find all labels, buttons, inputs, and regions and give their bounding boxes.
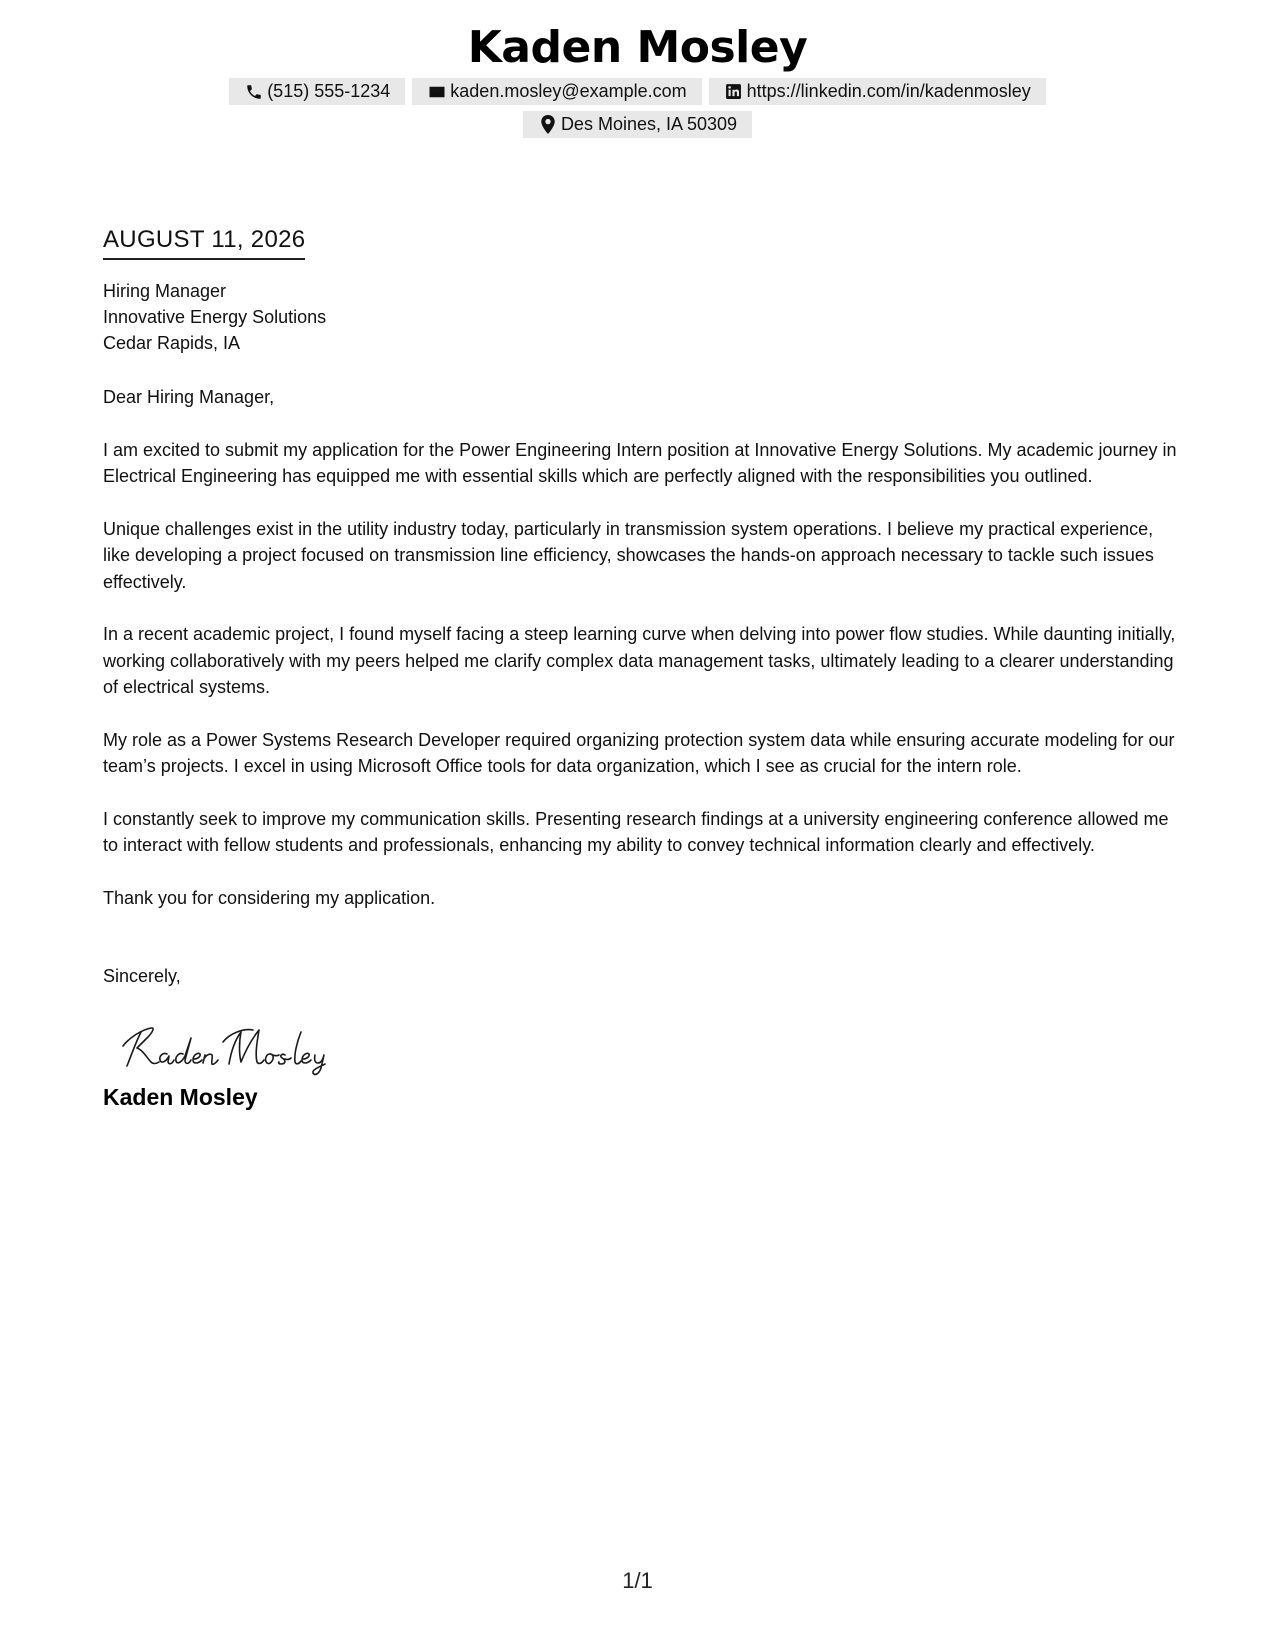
linkedin-text: https://linkedin.com/in/kadenmosley — [746, 81, 1031, 101]
location-chip — [523, 111, 752, 138]
recipient-location: Cedar Rapids, IA — [103, 333, 241, 353]
recipient-block — [103, 278, 1183, 356]
paragraph-intro: I am excited to submit my application for the Power Engineering Intern position at Innovative Energy Solutions. My academic journey in Electrical Engineering has equipped me with essential skills which are perfectly aligned with the responsibilities you outlined. — [103, 439, 1177, 486]
closing: Sincerely, — [103, 966, 181, 986]
paragraph-role: My role as a Power Systems Research Developer required organizing protection system data while ensuring accurate modeling for our team’s projects. I excel in using Microsoft Office tools for data organization, which I see as crucial for the intern role. — [103, 729, 1175, 776]
map-marker-icon — [538, 115, 558, 135]
paragraph-communication: I constantly seek to improve my communication skills. Presenting research findings at a university engineering conference allowed me to interact with fellow students and professionals, enhancing my ability to convey technical information clearly and effectively. — [103, 808, 1169, 855]
letter-header — [0, 18, 1275, 138]
salutation: Dear Hiring Manager, — [103, 387, 275, 407]
paragraph-challenges: Unique challenges exist in the utility industry today, particularly in transmission system operations. I believe my practical experience, like developing a project focused on transmission line efficiency, showcases the hands-on approach necessary to tackle such issues effectively. — [103, 518, 1154, 592]
contact-row-primary — [0, 78, 1275, 105]
linkedin-icon — [724, 82, 744, 102]
linkedin-chip[interactable] — [709, 78, 1046, 105]
phone-text: (515) 555-1234 — [267, 81, 391, 101]
phone-icon — [244, 82, 264, 102]
applicant-name: Kaden Mosley — [467, 22, 808, 73]
paragraph-thanks: Thank you for considering my application. — [103, 887, 436, 908]
envelope-icon — [427, 82, 447, 102]
letter-body — [103, 224, 1183, 1110]
contact-row-secondary — [0, 111, 1275, 138]
location-text: Des Moines, IA 50309 — [560, 114, 738, 134]
email-chip[interactable] — [412, 78, 701, 105]
letter-date: AUGUST 11, 2026 — [103, 224, 305, 260]
signer-name: Kaden Mosley — [103, 1083, 258, 1110]
recipient-company: Innovative Energy Solutions — [103, 307, 327, 327]
page-number: 1/1 — [622, 1568, 653, 1593]
handwritten-signature — [119, 1012, 1183, 1078]
email-text: kaden.mosley@example.com — [450, 81, 687, 101]
phone-chip — [229, 78, 405, 105]
paragraph-project: In a recent academic project, I found myself facing a steep learning curve when delving into power flow studies. While daunting initially, working collaboratively with my peers helped me clarify complex data management tasks, ultimately leading to a clearer understanding of electrical systems. — [103, 624, 1176, 697]
recipient-title: Hiring Manager — [103, 281, 227, 301]
